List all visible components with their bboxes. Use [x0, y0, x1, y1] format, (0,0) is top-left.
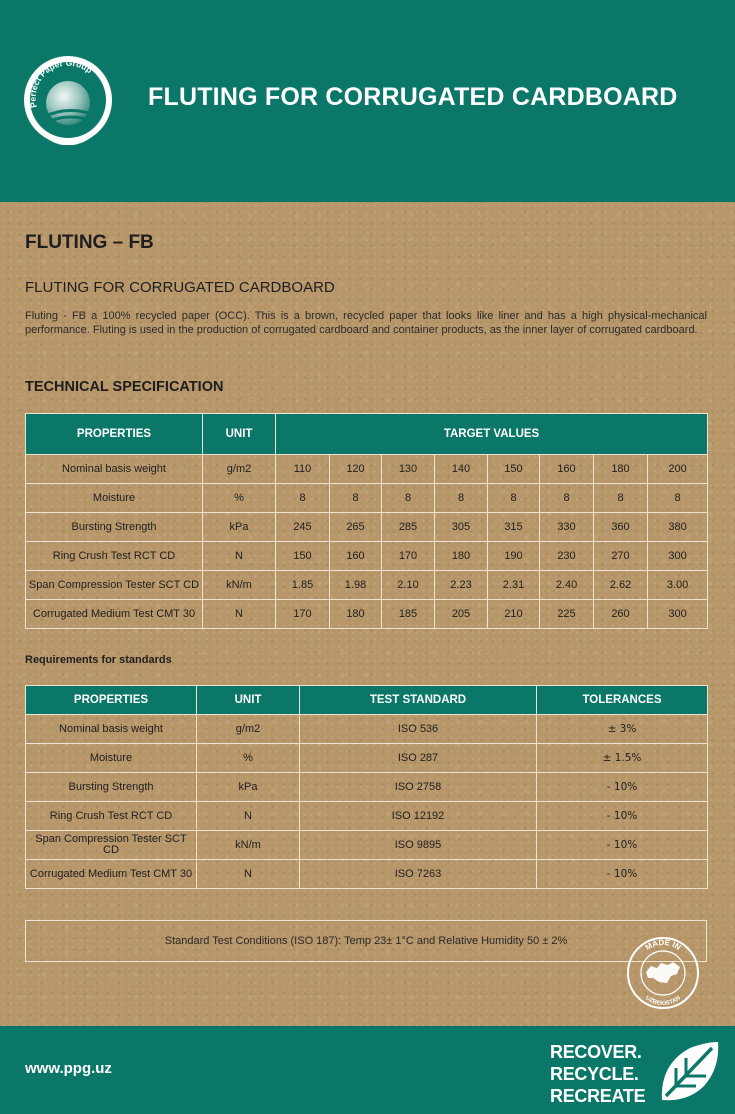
test-conditions-text: Standard Test Conditions (ISO 187): Temp 23± 1°C and Relative Humidity 50 ± 2% — [164, 935, 568, 947]
target-value-cell: 270 — [594, 542, 648, 571]
company-logo — [23, 55, 113, 145]
test-standard-cell: ISO 12192 — [300, 802, 537, 831]
slogan — [550, 1041, 645, 1107]
spec-table — [25, 413, 708, 629]
table-row — [26, 484, 708, 513]
test-standard-cell: ISO 2758 — [300, 773, 537, 802]
target-value-cell: 2.62 — [594, 571, 648, 600]
tolerance-cell: ± 3% — [537, 715, 708, 744]
header-title: FLUTING FOR CORRUGATED CARDBOARD — [148, 83, 678, 111]
target-value-cell: 8 — [594, 484, 648, 513]
target-value-cell: 210 — [488, 600, 540, 629]
tolerance-cell: - 10% — [537, 860, 708, 889]
unit-cell: kPa — [203, 513, 276, 542]
target-value-cell: 180 — [594, 455, 648, 484]
property-cell: Nominal basis weight — [26, 455, 203, 484]
target-value-cell: 170 — [382, 542, 435, 571]
target-value-cell: 180 — [330, 600, 382, 629]
table-row — [26, 600, 708, 629]
table-row — [26, 831, 708, 860]
req-header-row — [26, 686, 708, 715]
table-row — [26, 513, 708, 542]
requirements-title: Requirements for standards — [25, 654, 172, 666]
target-value-cell: 190 — [488, 542, 540, 571]
property-cell: Bursting Strength — [26, 773, 197, 802]
test-standard-cell: ISO 7263 — [300, 860, 537, 889]
unit-cell: N — [203, 600, 276, 629]
target-value-cell: 8 — [435, 484, 488, 513]
req-header-unit: UNIT — [197, 686, 300, 715]
target-value-cell: 305 — [435, 513, 488, 542]
target-value-cell: 245 — [276, 513, 330, 542]
req-header-tolerances: TOLERANCES — [537, 686, 708, 715]
target-value-cell: 180 — [435, 542, 488, 571]
target-value-cell: 225 — [540, 600, 594, 629]
target-value-cell: 200 — [648, 455, 708, 484]
target-value-cell: 150 — [488, 455, 540, 484]
test-conditions-box — [25, 920, 707, 962]
property-cell: Span Compression Tester SCT CD — [26, 571, 203, 600]
target-value-cell: 8 — [488, 484, 540, 513]
table-row — [26, 860, 708, 889]
unit-cell: g/m2 — [203, 455, 276, 484]
target-value-cell: 2.23 — [435, 571, 488, 600]
requirements-table — [25, 685, 708, 889]
target-value-cell: 8 — [276, 484, 330, 513]
target-value-cell: 3.00 — [648, 571, 708, 600]
made-in-uzbekistan-badge — [626, 936, 700, 1010]
spec-header-row — [26, 414, 708, 455]
property-cell: Ring Crush Test RCT CD — [26, 542, 203, 571]
target-value-cell: 8 — [540, 484, 594, 513]
target-value-cell: 185 — [382, 600, 435, 629]
target-value-cell: 120 — [330, 455, 382, 484]
spec-section-title: TECHNICAL SPECIFICATION — [25, 379, 224, 395]
target-value-cell: 8 — [648, 484, 708, 513]
slogan-line: RECOVER. — [550, 1042, 642, 1062]
property-cell: Corrugated Medium Test CMT 30 — [26, 860, 197, 889]
property-cell: Moisture — [26, 484, 203, 513]
property-cell: Bursting Strength — [26, 513, 203, 542]
tolerance-cell: ± 1.5% — [537, 744, 708, 773]
product-subtitle: FLUTING FOR CORRUGATED CARDBOARD — [25, 279, 335, 296]
target-value-cell: 2.31 — [488, 571, 540, 600]
property-cell: Moisture — [26, 744, 197, 773]
spec-table-body — [26, 455, 708, 629]
spec-header-unit: UNIT — [203, 414, 276, 455]
target-value-cell: 380 — [648, 513, 708, 542]
target-value-cell: 1.85 — [276, 571, 330, 600]
unit-cell: kN/m — [197, 831, 300, 860]
target-value-cell: 160 — [330, 542, 382, 571]
unit-cell: % — [197, 744, 300, 773]
unit-cell: N — [197, 860, 300, 889]
target-value-cell: 140 — [435, 455, 488, 484]
target-value-cell: 160 — [540, 455, 594, 484]
slogan-line: RECREATE — [550, 1086, 646, 1106]
table-row — [26, 455, 708, 484]
unit-cell: N — [203, 542, 276, 571]
website-link[interactable]: www.ppg.uz — [25, 1060, 112, 1077]
requirements-table-body — [26, 715, 708, 889]
tolerance-cell: - 10% — [537, 802, 708, 831]
target-value-cell: 265 — [330, 513, 382, 542]
property-cell: Ring Crush Test RCT CD — [26, 802, 197, 831]
table-row — [26, 542, 708, 571]
table-row — [26, 744, 708, 773]
target-value-cell: 1.98 — [330, 571, 382, 600]
unit-cell: kPa — [197, 773, 300, 802]
tolerance-cell: - 10% — [537, 831, 708, 860]
svg-text:Perfect Paper Group: Perfect Paper Group — [27, 57, 95, 109]
target-value-cell: 230 — [540, 542, 594, 571]
property-cell: Corrugated Medium Test CMT 30 — [26, 600, 203, 629]
svg-text:MADE IN: MADE IN — [643, 937, 683, 953]
target-value-cell: 205 — [435, 600, 488, 629]
table-row — [26, 802, 708, 831]
table-row — [26, 715, 708, 744]
target-value-cell: 285 — [382, 513, 435, 542]
target-value-cell: 330 — [540, 513, 594, 542]
tolerance-cell: - 10% — [537, 773, 708, 802]
target-value-cell: 2.10 — [382, 571, 435, 600]
recycle-leaf-icon — [654, 1038, 722, 1106]
spec-header-target-values: TARGET VALUES — [276, 414, 708, 455]
test-standard-cell: ISO 9895 — [300, 831, 537, 860]
property-cell: Nominal basis weight — [26, 715, 197, 744]
target-value-cell: 315 — [488, 513, 540, 542]
target-value-cell: 8 — [382, 484, 435, 513]
target-value-cell: 2.40 — [540, 571, 594, 600]
product-title: FLUTING – FB — [25, 232, 154, 253]
uzbekistan-map-icon — [646, 962, 680, 983]
target-value-cell: 150 — [276, 542, 330, 571]
target-value-cell: 110 — [276, 455, 330, 484]
test-standard-cell: ISO 536 — [300, 715, 537, 744]
unit-cell: N — [197, 802, 300, 831]
req-header-test-standard: TEST STANDARD — [300, 686, 537, 715]
unit-cell: g/m2 — [197, 715, 300, 744]
property-cell: Span Compression Tester SCT CD — [26, 831, 197, 860]
target-value-cell: 300 — [648, 600, 708, 629]
table-row — [26, 773, 708, 802]
target-value-cell: 360 — [594, 513, 648, 542]
target-value-cell: 130 — [382, 455, 435, 484]
unit-cell: kN/m — [203, 571, 276, 600]
target-value-cell: 8 — [330, 484, 382, 513]
req-header-properties: PROPERTIES — [26, 686, 197, 715]
unit-cell: % — [203, 484, 276, 513]
spec-header-properties: PROPERTIES — [26, 414, 203, 455]
target-value-cell: 300 — [648, 542, 708, 571]
test-standard-cell: ISO 287 — [300, 744, 537, 773]
table-row — [26, 571, 708, 600]
target-value-cell: 170 — [276, 600, 330, 629]
slogan-line: RECYCLE. — [550, 1064, 639, 1084]
target-value-cell: 260 — [594, 600, 648, 629]
svg-text:UZBEKISTAN: UZBEKISTAN — [644, 995, 682, 1008]
product-description: Fluting - FB a 100% recycled paper (OCC). This is a brown, recycled paper that looks like liner and has a high physical-mechanical performance. Fluting is used in the production of corrugated cardboard and container products, as the inner layer of corrugated cardboard. — [25, 310, 707, 336]
